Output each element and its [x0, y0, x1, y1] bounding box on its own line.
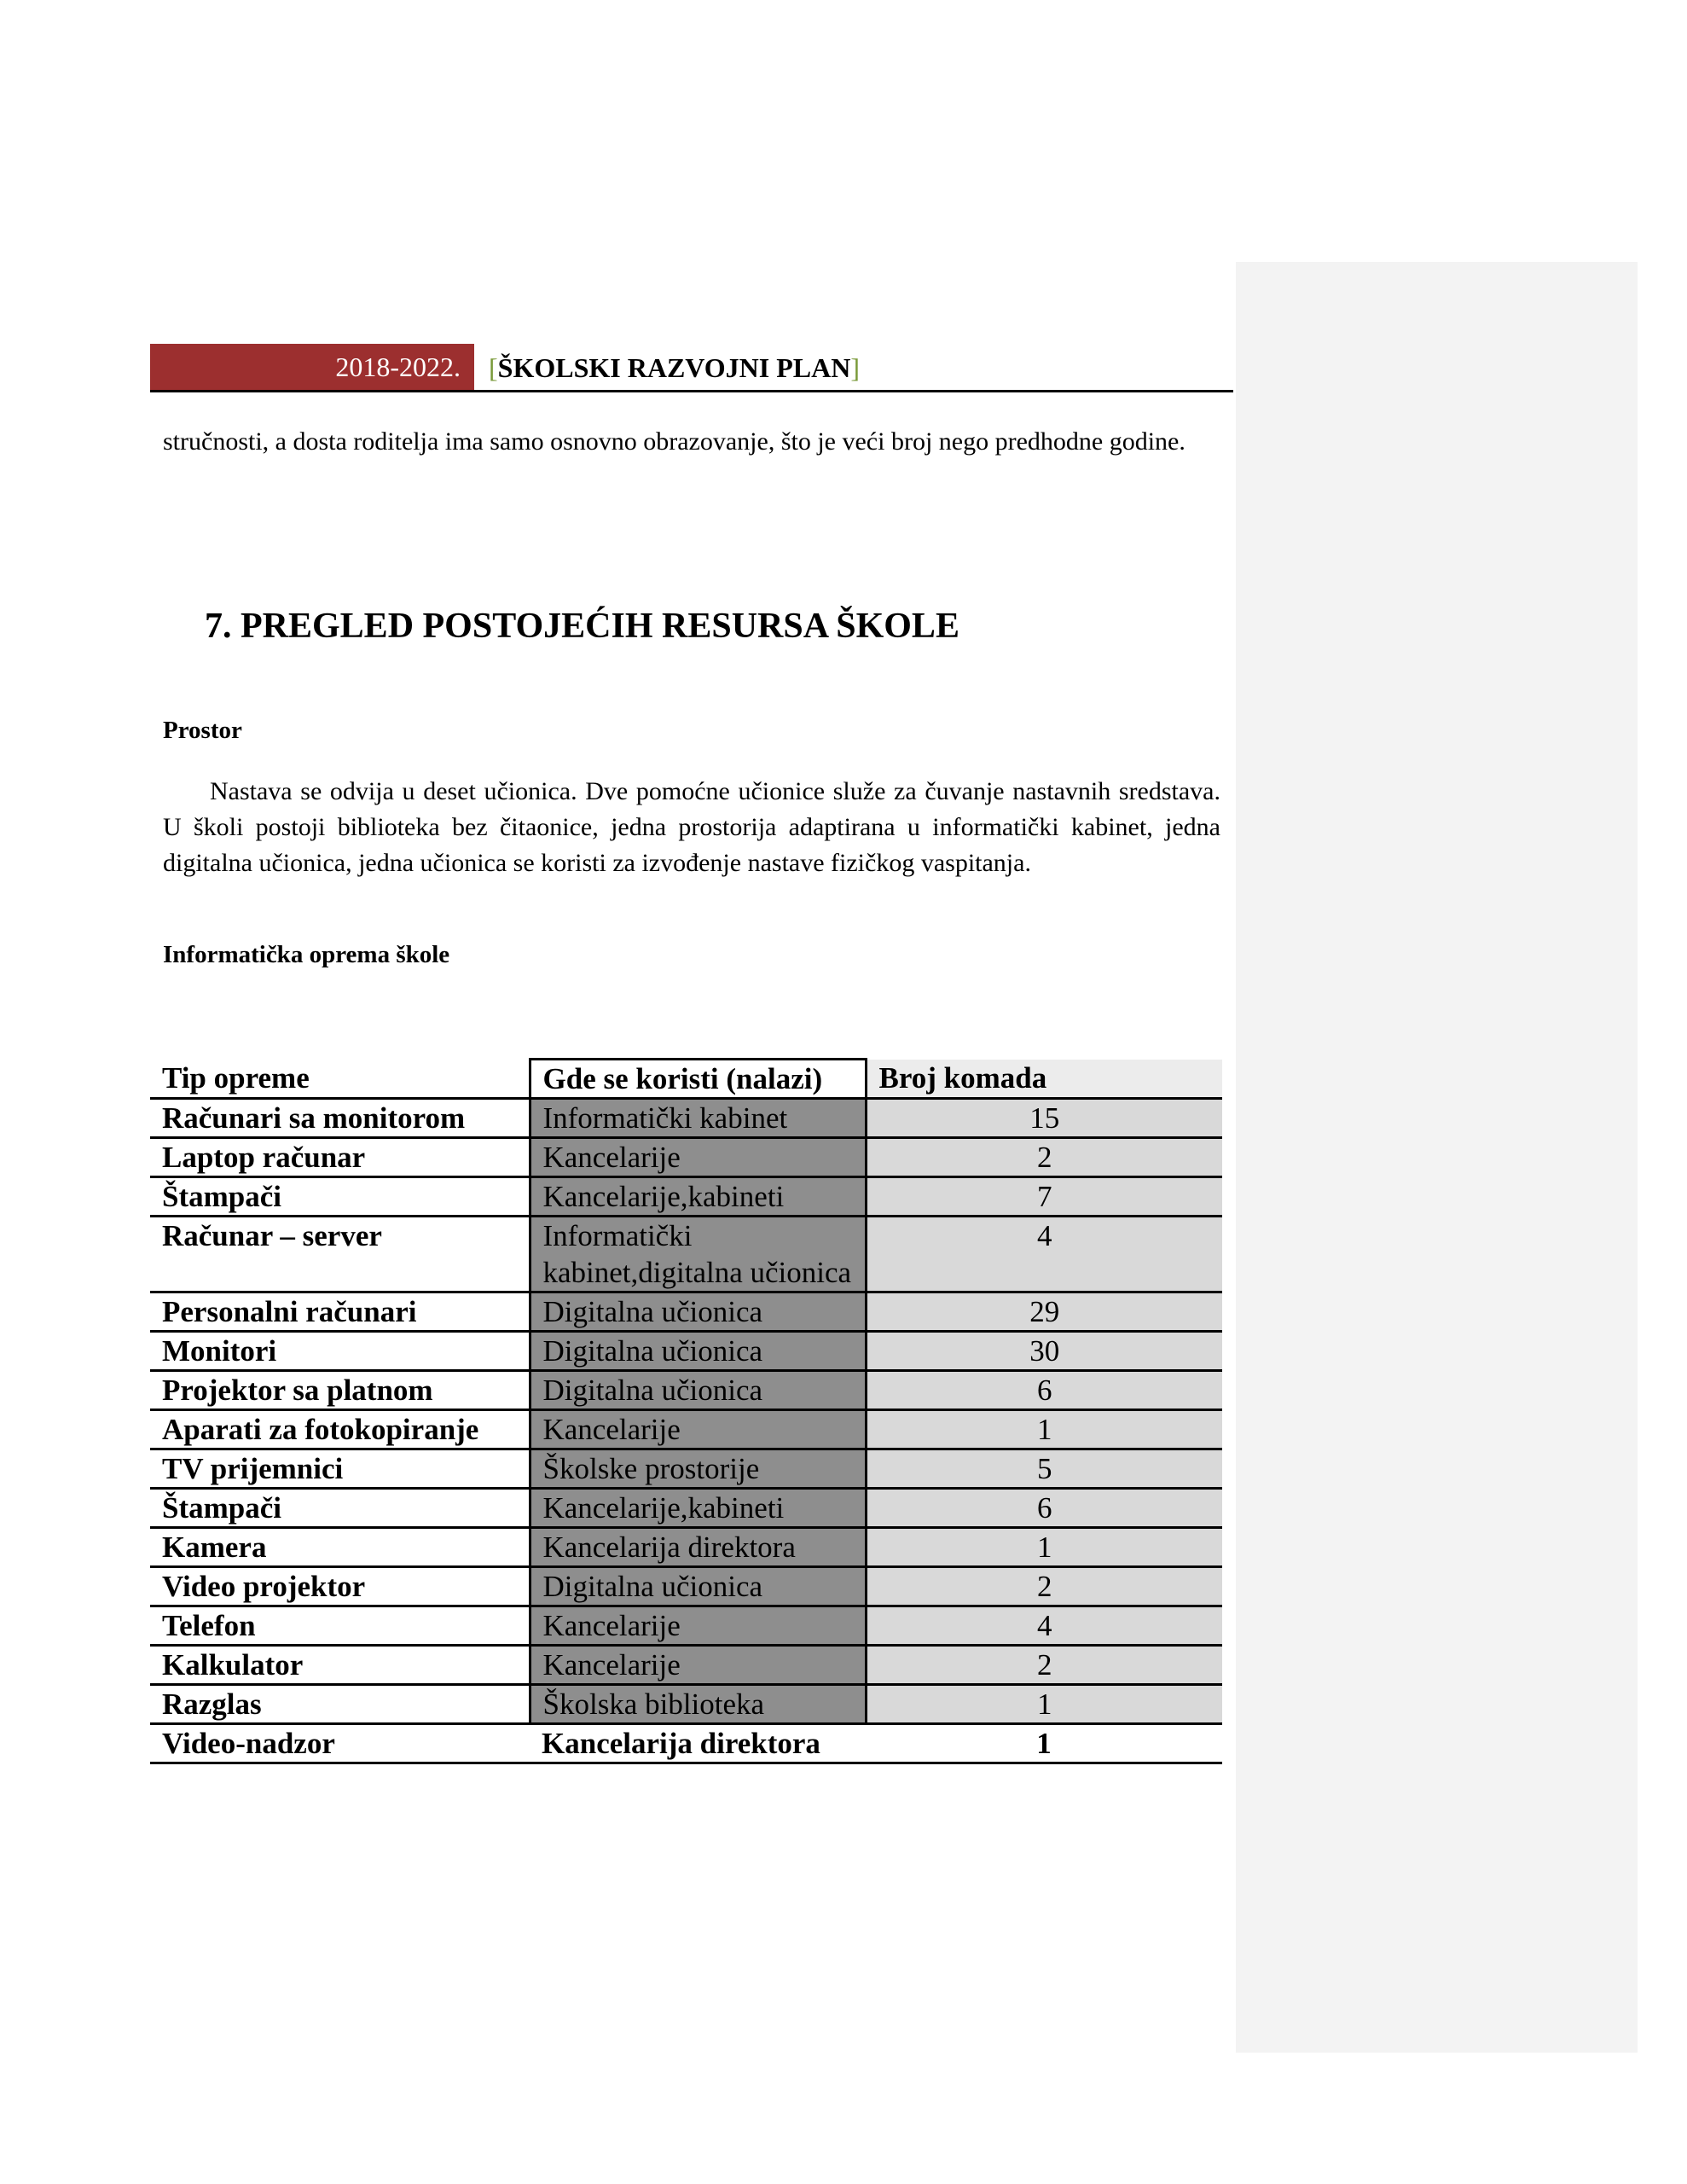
- cell-location: Kancelarije: [530, 1646, 866, 1685]
- section-heading: 7. PREGLED POSTOJEĆIH RESURSA ŠKOLE: [205, 607, 959, 646]
- cell-count: 2: [866, 1567, 1222, 1606]
- header-years: 2018-2022.: [150, 344, 474, 390]
- table-row: [150, 1724, 1222, 1763]
- table-row: [150, 1217, 1222, 1292]
- cell-location: Školske prostorije: [530, 1449, 866, 1489]
- table-row: [150, 1685, 1222, 1724]
- cell-count: 1: [866, 1724, 1222, 1763]
- cell-type: Video projektor: [150, 1567, 530, 1606]
- equipment-table: [150, 1058, 1222, 1764]
- cell-count: 30: [866, 1332, 1222, 1371]
- cell-type: Monitori: [150, 1332, 530, 1371]
- table-header-row: [150, 1060, 1222, 1099]
- cell-count: 6: [866, 1371, 1222, 1410]
- cell-location: Kancelarije: [530, 1606, 866, 1646]
- cell-count: 4: [866, 1217, 1222, 1292]
- header-title-text: ŠKOLSKI RAZVOJNI PLAN: [497, 352, 851, 383]
- comment-pane: [1236, 262, 1638, 2053]
- cell-count: 5: [866, 1449, 1222, 1489]
- cell-type: Video-nadzor: [150, 1724, 530, 1763]
- cell-location: Digitalna učionica: [530, 1292, 866, 1332]
- bracket-close: ]: [850, 352, 860, 383]
- cell-location: Digitalna učionica: [530, 1332, 866, 1371]
- cell-count: 15: [866, 1099, 1222, 1138]
- cell-count: 7: [866, 1177, 1222, 1217]
- cell-count: 1: [866, 1685, 1222, 1724]
- table-row: [150, 1099, 1222, 1138]
- cell-type: Kalkulator: [150, 1646, 530, 1685]
- column-header-type: Tip opreme: [150, 1060, 530, 1099]
- header-title: [489, 344, 860, 390]
- cell-count: 4: [866, 1606, 1222, 1646]
- cell-location: Školska biblioteka: [530, 1685, 866, 1724]
- cell-type: Razglas: [150, 1685, 530, 1724]
- cell-location: Kancelarija direktora: [530, 1528, 866, 1567]
- space-heading: Prostor: [163, 717, 242, 744]
- cell-count: 2: [866, 1646, 1222, 1685]
- cell-type: Štampači: [150, 1177, 530, 1217]
- cell-type: Računari sa monitorom: [150, 1099, 530, 1138]
- table-row: [150, 1646, 1222, 1685]
- intro-paragraph: stručnosti, a dosta roditelja ima samo osnovno obrazovanje, što je veći broj nego predhodne godine.: [163, 427, 1186, 456]
- cell-count: 1: [866, 1528, 1222, 1567]
- cell-type: Aparati za fotokopiranje: [150, 1410, 530, 1449]
- space-paragraph: Nastava se odvija u deset učionica. Dve pomoćne učionice služe za čuvanje nastavnih sredstava. U školi postoji biblioteka bez čitaonice, jedna prostorija adaptirana u informatički kabinet, jedna digitalna učionica, jedna učionica se koristi za izvođenje nastave fizičkog vaspitanja.: [163, 777, 1220, 877]
- table-row: [150, 1449, 1222, 1489]
- cell-type: Kamera: [150, 1528, 530, 1567]
- cell-type: TV prijemnici: [150, 1449, 530, 1489]
- cell-location: Kancelarije,kabineti: [530, 1489, 866, 1528]
- cell-location: Kancelarije: [530, 1410, 866, 1449]
- cell-count: 1: [866, 1410, 1222, 1449]
- cell-type: Štampači: [150, 1489, 530, 1528]
- cell-count: 6: [866, 1489, 1222, 1528]
- cell-location: Digitalna učionica: [530, 1371, 866, 1410]
- cell-location: Kancelarije: [530, 1138, 866, 1177]
- cell-type: Personalni računari: [150, 1292, 530, 1332]
- cell-count: 29: [866, 1292, 1222, 1332]
- cell-location: Informatički kabinet: [530, 1099, 866, 1138]
- cell-location: Informatički kabinet,digitalna učionica: [530, 1217, 866, 1292]
- table-row: [150, 1177, 1222, 1217]
- cell-location: Kancelarija direktora: [530, 1724, 866, 1763]
- cell-type: Telefon: [150, 1606, 530, 1646]
- header-rule: [150, 390, 1233, 392]
- column-header-count: Broj komada: [866, 1060, 1222, 1099]
- cell-type: Laptop računar: [150, 1138, 530, 1177]
- table-row: [150, 1138, 1222, 1177]
- table-row: [150, 1371, 1222, 1410]
- table-row: [150, 1332, 1222, 1371]
- cell-type: Projektor sa platnom: [150, 1371, 530, 1410]
- table-row: [150, 1606, 1222, 1646]
- table-row: [150, 1489, 1222, 1528]
- cell-location: Digitalna učionica: [530, 1567, 866, 1606]
- cell-type: Računar – server: [150, 1217, 530, 1292]
- table-row: [150, 1528, 1222, 1567]
- bracket-open: [: [489, 352, 498, 383]
- cell-location: Kancelarije,kabineti: [530, 1177, 866, 1217]
- table-row: [150, 1292, 1222, 1332]
- table-row: [150, 1410, 1222, 1449]
- equipment-heading: Informatička oprema škole: [163, 941, 450, 968]
- cell-count: 2: [866, 1138, 1222, 1177]
- table-row: [150, 1567, 1222, 1606]
- column-header-location: Gde se koristi (nalazi): [530, 1060, 866, 1099]
